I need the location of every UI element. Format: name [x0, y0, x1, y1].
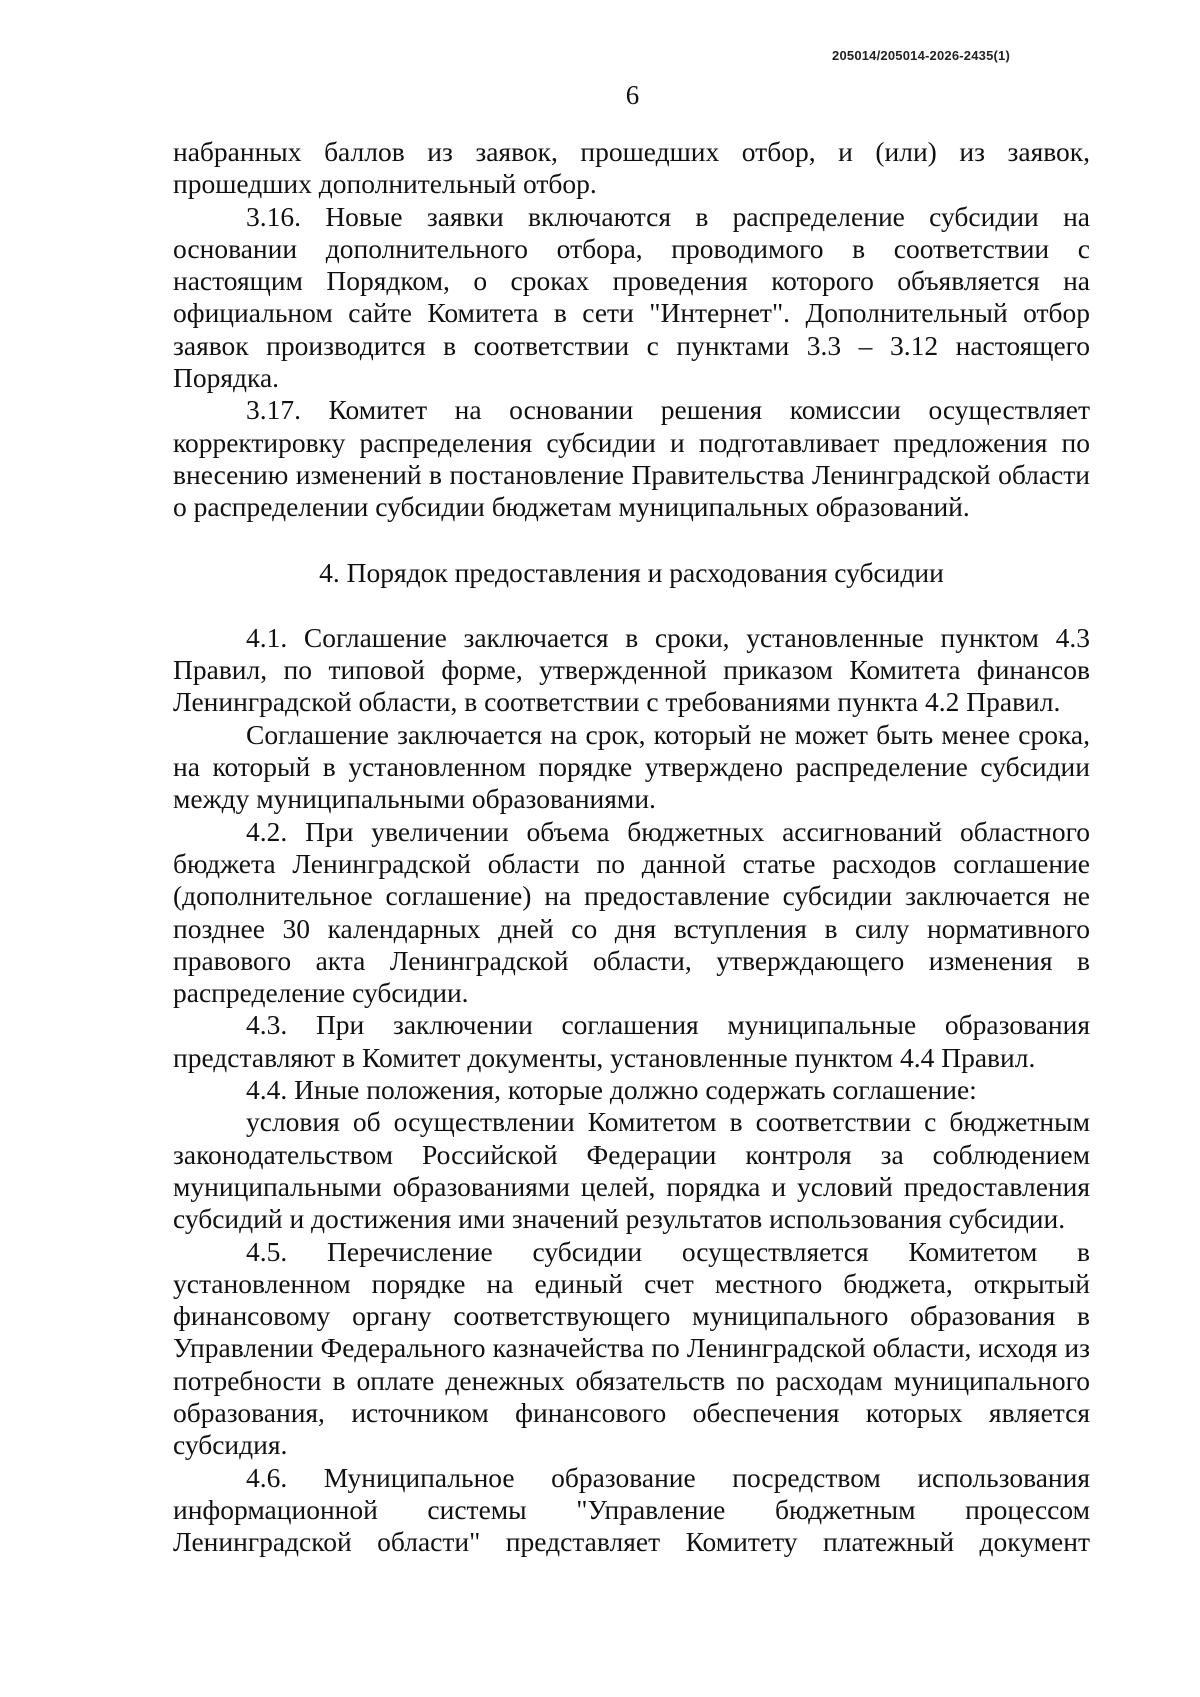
paragraph-4-5: 4.5. Перечисление субсидии осуществляется Комитетом в установленном порядке на единый счет местного бюджета, открытый финансовому органу соответствующего муниципального образования в Управлении Федерального казначейства по Ленинградской области, исходя из потребности в оплате денежных обязательств по расходам муниципального образования, источником финансового обеспечения которых является субсидия.	[173, 1235, 1090, 1461]
paragraph-4-4: 4.4. Иные положения, которые должно содержать соглашение:	[246, 1074, 977, 1106]
paragraph-4-3: 4.3. При заключении соглашения муниципальные образования представляют в Комитет документы, установленные пунктом 4.4 Правил.	[173, 1009, 1090, 1073]
paragraph-3-17: 3.17. Комитет на основании решения комиссии осуществляет корректировку распределения субсидии и подготавливает предложения по внесению изменений в постановление Правительства Ленинградской области о распределении субсидии бюджетам муниципальных образований.	[173, 394, 1090, 523]
paragraph-3-16: 3.16. Новые заявки включаются в распределение субсидии на основании дополнительного отбора, проводимого в соответствии с настоящим Порядком, о сроках проведения которого объявляется на официальном сайте Комитета в сети "Интернет". Дополнительный отбор заявок производится в соответствии с пунктами 3.3 – 3.12 настоящего Порядка.	[173, 200, 1090, 394]
paragraph-agreement-term: Соглашение заключается на срок, который не может быть менее срока, на который в установленном порядке утверждено распределение субсидии между муниципальными образованиями.	[173, 718, 1090, 815]
document-id: 205014/205014-2026-2435(1)	[832, 48, 1010, 63]
paragraph-continuation: набранных баллов из заявок, прошедших отбор, и (или) из заявок, прошедших дополнительный отбор.	[173, 136, 1090, 200]
document-body	[173, 136, 1090, 1558]
paragraph-4-2: 4.2. При увеличении объема бюджетных ассигнований областного бюджета Ленинградской области по данной статье расходов соглашение (дополнительное соглашение) на предоставление субсидии заключается не позднее 30 календарных дней со дня вступления в силу нормативного правового акта Ленинградской области, утверждающего изменения в распределение субсидии.	[173, 815, 1090, 1009]
page-number: 6	[625, 80, 640, 110]
paragraph-4-1: 4.1. Соглашение заключается в сроки, установленные пунктом 4.3 Правил, по типовой форме, утвержденной приказом Комитета финансов Ленинградской области, в соответствии с требованиями пункта 4.2 Правил.	[173, 621, 1090, 718]
paragraph-4-6: 4.6. Муниципальное образование посредством использования информационной системы "Управление бюджетным процессом Ленинградской области" представляет Комитету платежный документ	[173, 1461, 1090, 1558]
paragraph-4-4-conditions: условия об осуществлении Комитетом в соответствии с бюджетным законодательством Российской Федерации контроля за соблюдением муниципальными образованиями целей, порядка и условий предоставления субсидий и достижения ими значений результатов использования субсидии.	[173, 1106, 1090, 1235]
section-4-title: 4. Порядок предоставления и расходования субсидии	[319, 556, 944, 588]
